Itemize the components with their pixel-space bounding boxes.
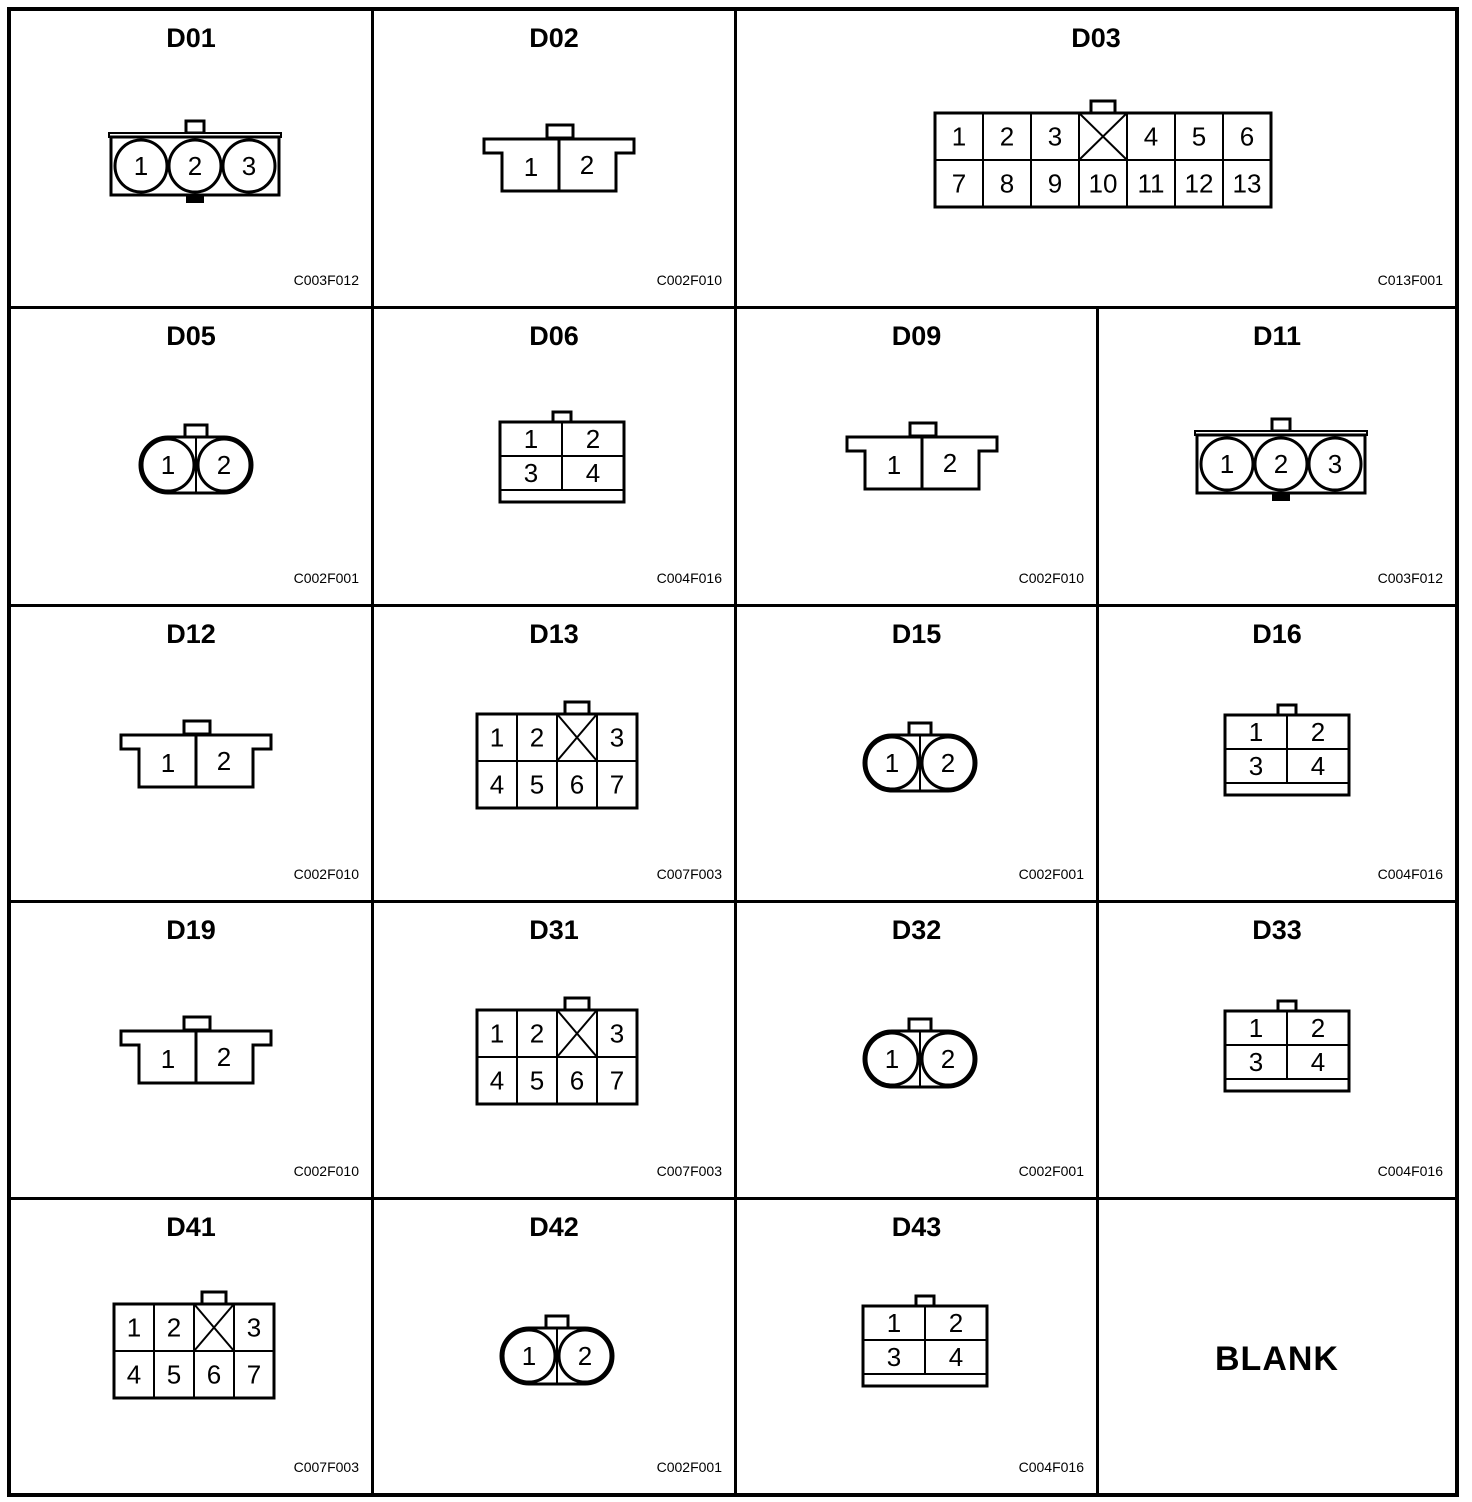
pin-label: 1	[886, 450, 902, 480]
pin-label: 4	[1310, 1047, 1326, 1077]
connector-diagram	[111, 707, 271, 787]
connector-cell-d33	[1099, 903, 1455, 1197]
pin-label: 4	[126, 1359, 142, 1390]
connector-diagram	[126, 409, 266, 499]
connector-cell-d41	[11, 1200, 371, 1493]
pin-label: 3	[523, 458, 539, 488]
pin-label: 1	[489, 1018, 505, 1049]
connector-diagram	[487, 1300, 627, 1390]
latch-tab	[909, 1019, 931, 1031]
figure-code: C003F012	[1377, 570, 1443, 586]
pin-label: 3	[886, 1342, 902, 1372]
pin-label: 6	[206, 1359, 222, 1390]
pin-label: 2	[942, 448, 958, 478]
pin-label: 2	[940, 1044, 956, 1074]
connector-cell-d42	[374, 1200, 734, 1493]
connector-cell-d43	[737, 1200, 1096, 1493]
figure-code: C004F016	[656, 570, 722, 586]
pin-label: 9	[1047, 168, 1063, 199]
pin-label: 7	[951, 168, 967, 199]
connector-cell-d06	[374, 309, 734, 604]
latch-tab	[546, 1316, 568, 1328]
pin-label: 1	[160, 1044, 176, 1074]
latch-tab	[202, 1292, 226, 1304]
connector-id: D03	[1071, 23, 1121, 53]
connector-cell-d16	[1099, 607, 1455, 900]
pin-label: 1	[521, 1341, 537, 1371]
pin-label: 2	[166, 1312, 182, 1343]
pin-label: 2	[577, 1341, 593, 1371]
connector-cell-d12	[11, 607, 371, 900]
connector-id: D01	[166, 23, 216, 53]
figure-code: C002F010	[1018, 570, 1084, 586]
connector-diagram	[847, 1288, 987, 1388]
connector-cell-d02	[374, 11, 734, 306]
connector-cell-d15	[737, 607, 1096, 900]
pin-label: 8	[999, 168, 1015, 199]
pin-label: 4	[585, 458, 601, 488]
connector-diagram	[111, 1003, 271, 1083]
connector-cell-d11	[1099, 309, 1455, 604]
connector-diagram	[1209, 697, 1349, 797]
latch-tab	[184, 721, 210, 734]
connector-id: D05	[166, 321, 216, 351]
connector-id: D06	[529, 321, 579, 351]
figure-code: C003F012	[293, 272, 359, 288]
connector-cell-d13	[374, 607, 734, 900]
connector-diagram	[850, 707, 990, 797]
connector-cell-d31	[374, 903, 734, 1197]
pin-label: 6	[1239, 121, 1255, 152]
pin-label: 1	[1219, 449, 1235, 479]
pin-label: 7	[609, 769, 625, 800]
pin-label: 2	[579, 150, 595, 180]
connector-id: D02	[529, 23, 579, 53]
pin-label: 1	[523, 424, 539, 454]
connector-id: D19	[166, 915, 216, 945]
pin-label: 2	[216, 1042, 232, 1072]
grid-divider	[371, 11, 374, 1493]
latch-tab	[184, 1017, 210, 1030]
pin-label: 5	[529, 1065, 545, 1096]
connector-diagram	[484, 404, 624, 504]
figure-code: C002F001	[656, 1459, 722, 1475]
pin-label: 4	[489, 1065, 505, 1096]
pin-label: 12	[1184, 168, 1214, 199]
connector-id: D15	[891, 619, 942, 649]
grid-divider	[11, 900, 1455, 903]
figure-code: C002F001	[1018, 1163, 1084, 1179]
figure-code: C002F001	[1018, 866, 1084, 882]
pin-label: 6	[569, 769, 585, 800]
connector-diagram	[106, 1282, 276, 1392]
latch-tab	[565, 702, 589, 714]
connector-cell-d01	[11, 11, 371, 306]
connector-id: D09	[891, 321, 942, 351]
connector-diagram	[837, 409, 997, 489]
connector-id: D41	[166, 1212, 216, 1242]
pin-label: 2	[1310, 717, 1326, 747]
pin-label: 3	[1248, 1047, 1264, 1077]
connector-diagram	[469, 692, 639, 802]
pin-label: 5	[166, 1359, 182, 1390]
connector-id: D31	[529, 915, 579, 945]
connector-id: D43	[891, 1212, 942, 1242]
connector-cell-d09	[737, 309, 1096, 604]
pin-label: 3	[246, 1312, 262, 1343]
pin-label: 10	[1088, 168, 1118, 199]
pin-label: 5	[1191, 121, 1207, 152]
latch-tab	[547, 125, 573, 138]
pin-label: 1	[133, 151, 149, 181]
pin-label: 5	[529, 769, 545, 800]
pin-label: 7	[609, 1065, 625, 1096]
connector-id: D42	[529, 1212, 579, 1242]
figure-code: C007F003	[656, 1163, 722, 1179]
pin-label: 3	[1047, 121, 1063, 152]
pin-label: 3	[609, 722, 625, 753]
grid-divider	[11, 306, 1455, 309]
connector-diagram	[474, 111, 634, 191]
grid-divider	[11, 604, 1455, 607]
pin-label: 1	[884, 748, 900, 778]
connector-id: D11	[1252, 321, 1302, 351]
connector-diagram	[1209, 993, 1349, 1093]
pin-label: 1	[523, 152, 539, 182]
connector-chart	[7, 7, 1459, 1497]
connector-id: D33	[1252, 915, 1302, 945]
grid-divider	[734, 11, 737, 1493]
figure-code: C004F016	[1018, 1459, 1084, 1475]
pin-label: 2	[216, 450, 232, 480]
pin-label: 1	[489, 722, 505, 753]
latch-tab	[910, 423, 936, 436]
pin-label: 1	[886, 1308, 902, 1338]
latch-tab	[1272, 419, 1290, 431]
figure-code: C002F001	[293, 570, 359, 586]
lock-tab	[186, 195, 204, 203]
figure-code: C004F016	[1377, 1163, 1443, 1179]
pin-label: 2	[1310, 1013, 1326, 1043]
figure-code: C004F016	[1377, 866, 1443, 882]
pin-label: 2	[216, 746, 232, 776]
latch-tab	[185, 425, 207, 437]
pin-label: 1	[126, 1312, 142, 1343]
pin-label: 11	[1137, 168, 1165, 199]
pin-label: 13	[1232, 168, 1262, 199]
pin-label: 4	[1143, 121, 1159, 152]
pin-label: 2	[940, 748, 956, 778]
figure-code: C007F003	[293, 1459, 359, 1475]
pin-label: 1	[160, 748, 176, 778]
connector-id: D13	[529, 619, 579, 649]
figure-code: C002F010	[656, 272, 722, 288]
pin-label: 2	[529, 722, 545, 753]
figure-code: C002F010	[293, 1163, 359, 1179]
connector-diagram	[1187, 409, 1367, 499]
pin-label: 2	[529, 1018, 545, 1049]
latch-tab	[565, 998, 589, 1010]
connector-id: D32	[891, 915, 942, 945]
connector-cell-d03	[737, 11, 1455, 306]
pin-label: 1	[1248, 717, 1264, 747]
figure-code: C002F010	[293, 866, 359, 882]
connector-diagram	[469, 988, 639, 1098]
pin-label: 2	[999, 121, 1015, 152]
connector-id: D16	[1252, 619, 1302, 649]
grid-divider	[11, 1197, 1455, 1200]
pin-label: 3	[609, 1018, 625, 1049]
connector-diagram	[101, 111, 281, 201]
pin-label: 1	[884, 1044, 900, 1074]
pin-label: 2	[585, 424, 601, 454]
blank-label: BLANK	[1215, 1340, 1339, 1378]
connector-cell-d32	[737, 903, 1096, 1197]
latch-tab	[1091, 101, 1115, 113]
pin-label: 4	[1310, 751, 1326, 781]
latch-tab	[186, 121, 204, 133]
pin-label: 6	[569, 1065, 585, 1096]
connector-cell-d05	[11, 309, 371, 604]
blank-cell	[1099, 1200, 1455, 1493]
pin-label: 4	[948, 1342, 964, 1372]
connector-id: D12	[166, 619, 216, 649]
pin-label: 7	[246, 1359, 262, 1390]
pin-label: 3	[241, 151, 257, 181]
pin-label: 1	[160, 450, 176, 480]
pin-label: 2	[948, 1308, 964, 1338]
pin-label: 3	[1327, 449, 1343, 479]
figure-code: C007F003	[656, 866, 722, 882]
pin-label: 2	[1273, 449, 1289, 479]
pin-label: 3	[1248, 751, 1264, 781]
pin-label: 1	[951, 121, 967, 152]
latch-tab	[909, 723, 931, 735]
pin-label: 1	[1248, 1013, 1264, 1043]
connector-diagram	[850, 1003, 990, 1093]
figure-code: C013F001	[1377, 272, 1443, 288]
pin-label: 2	[187, 151, 203, 181]
connector-diagram	[927, 91, 1267, 211]
connector-cell-d19	[11, 903, 371, 1197]
lock-tab	[1272, 493, 1290, 501]
pin-label: 4	[489, 769, 505, 800]
